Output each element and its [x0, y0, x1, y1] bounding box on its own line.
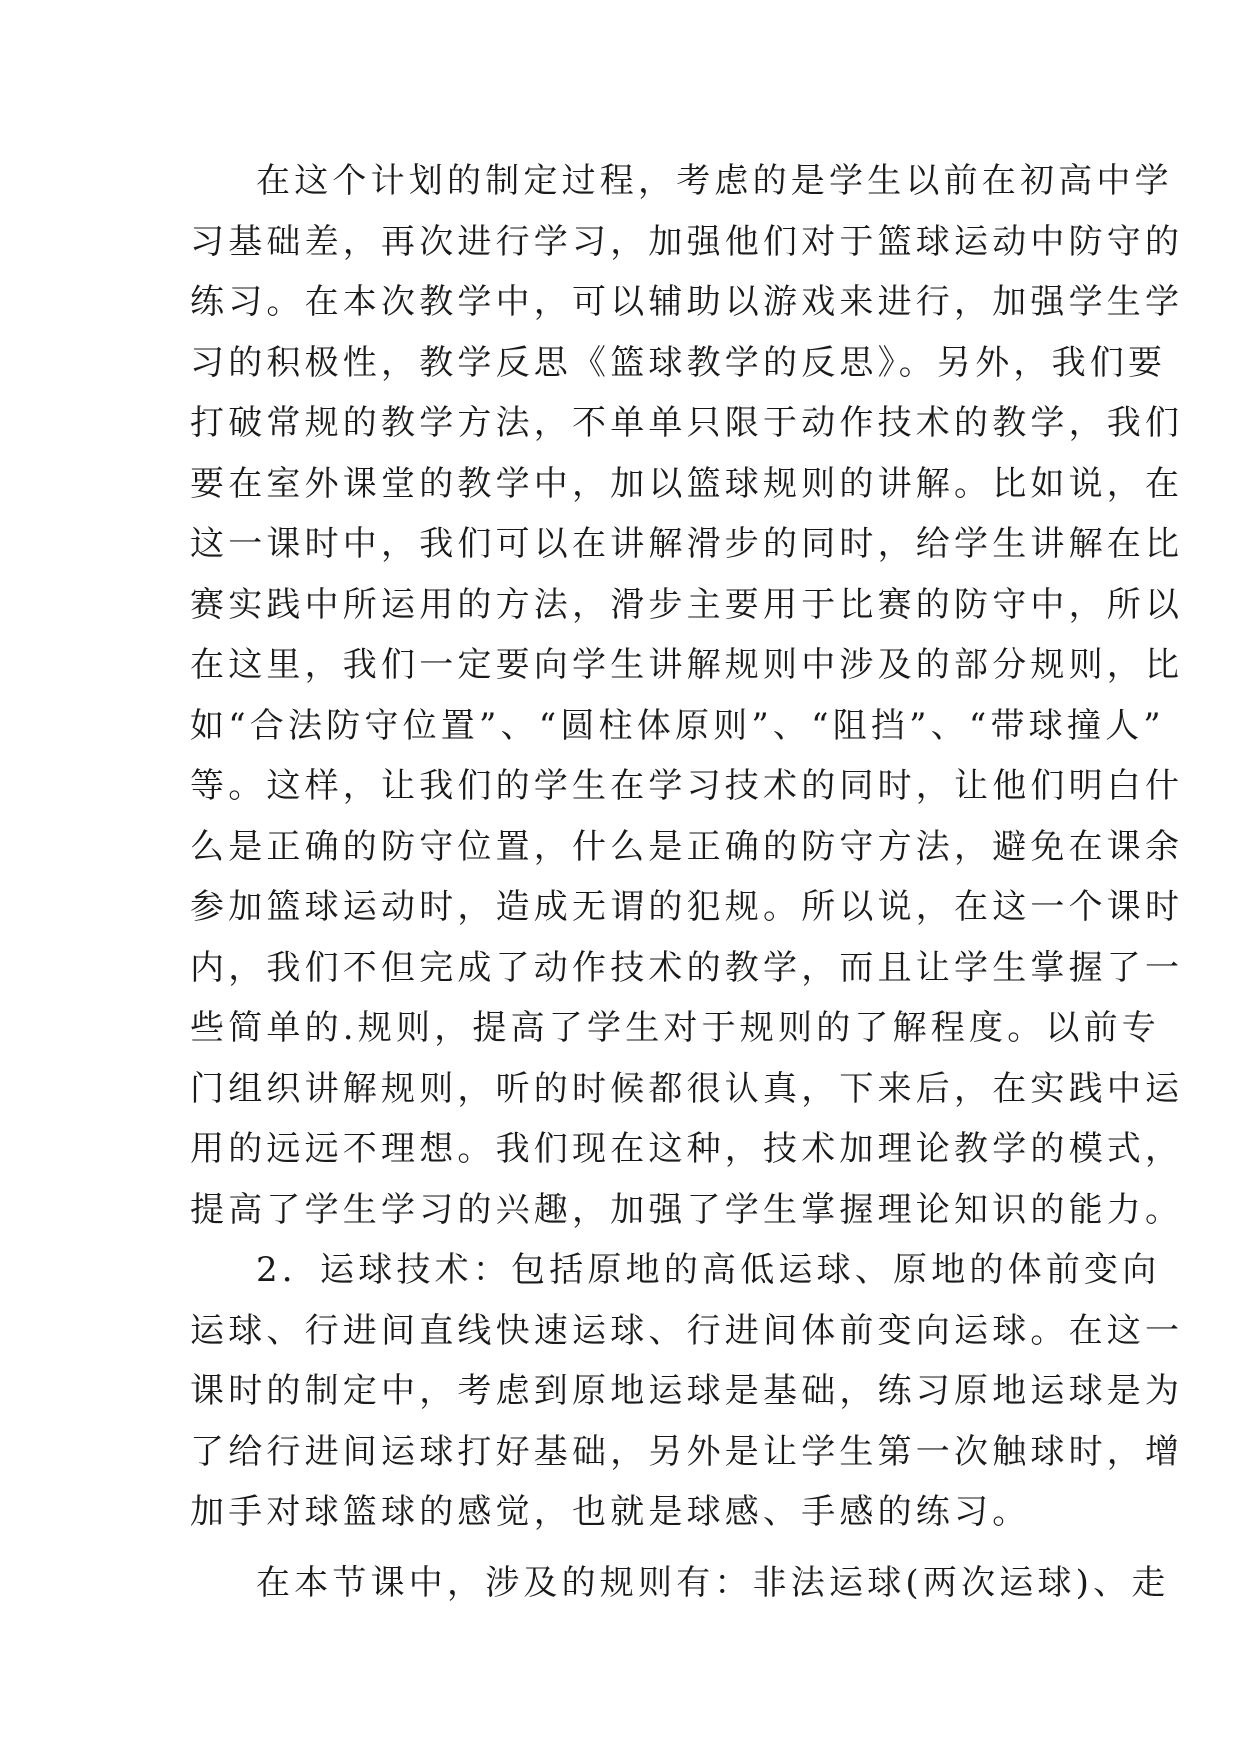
- paragraph-line: 运球、行进间直线快速运球、行进间体前变向运球。在这一: [190, 1310, 1184, 1351]
- paragraph-line: 练习。在本次教学中，可以辅助以游戏来进行，加强学生学: [190, 282, 1184, 322]
- paragraph-line: 在这个计划的制定过程，考虑的是学生以前在初高中学: [256, 161, 1173, 201]
- paragraph-line: 了给行进间运球打好基础，另外是让学生第一次触球时，增: [190, 1431, 1184, 1472]
- paragraph-line: 赛实践中所运用的方法，滑步主要用于比赛的防守中，所以: [190, 584, 1184, 625]
- paragraph-line: 2．运球技术：包括原地的高低运球、原地的体前变向: [256, 1250, 1161, 1290]
- paragraph-line: 这一课时中，我们可以在讲解滑步的同时，给学生讲解在比: [190, 524, 1184, 564]
- paragraph-line: 要在室外课堂的教学中，加以篮球规则的讲解。比如说，在: [190, 463, 1184, 504]
- paragraph-line: 内，我们不但完成了动作技术的教学，而且让学生掌握了一: [190, 947, 1184, 988]
- paragraph-line: 习基础差，再次进行学习，加强他们对于篮球运动中防守的: [190, 221, 1184, 262]
- paragraph-line: 习的积极性，教学反思《篮球教学的反思》。另外，我们要: [190, 342, 1167, 383]
- paragraph-line: 加手对球篮球的感觉，也就是球感、手感的练习。: [190, 1492, 1031, 1532]
- paragraph-line: 在本节课中，涉及的规则有：非法运球(两次运球)、走: [256, 1562, 1170, 1603]
- paragraph-line: 么是正确的防守位置，什么是正确的防守方法，避免在课余: [190, 826, 1184, 867]
- paragraph-line: 参加篮球运动时，造成无谓的犯规。所以说，在这一个课时: [190, 887, 1184, 927]
- paragraph-line: 在这里，我们一定要向学生讲解规则中涉及的部分规则，比: [190, 645, 1184, 685]
- paragraph-line: 门组织讲解规则，听的时候都很认真，下来后，在实践中运: [190, 1068, 1184, 1109]
- paragraph-line: 些简单的.规则，提高了学生对于规则的了解程度。以前专: [190, 1008, 1161, 1048]
- paragraph-line: 打破常规的教学方法，不单单只限于动作技术的教学，我们: [190, 403, 1184, 443]
- paragraph-line: 课时的制定中，考虑到原地运球是基础，练习原地运球是为: [190, 1371, 1184, 1411]
- body-text: [190, 160, 1184, 1622]
- paragraph-line: 等。这样，让我们的学生在学习技术的同时，让他们明白什: [190, 766, 1184, 806]
- paragraph-line: 用的远远不理想。我们现在这种，技术加理论教学的模式，: [190, 1129, 1184, 1169]
- paragraph-line: 提高了学生学习的兴趣，加强了学生掌握理论知识的能力。: [190, 1189, 1184, 1230]
- paragraph-line: 如“合法防守位置”、“圆柱体原则”、“阻挡”、“带球撞人”: [190, 705, 1165, 746]
